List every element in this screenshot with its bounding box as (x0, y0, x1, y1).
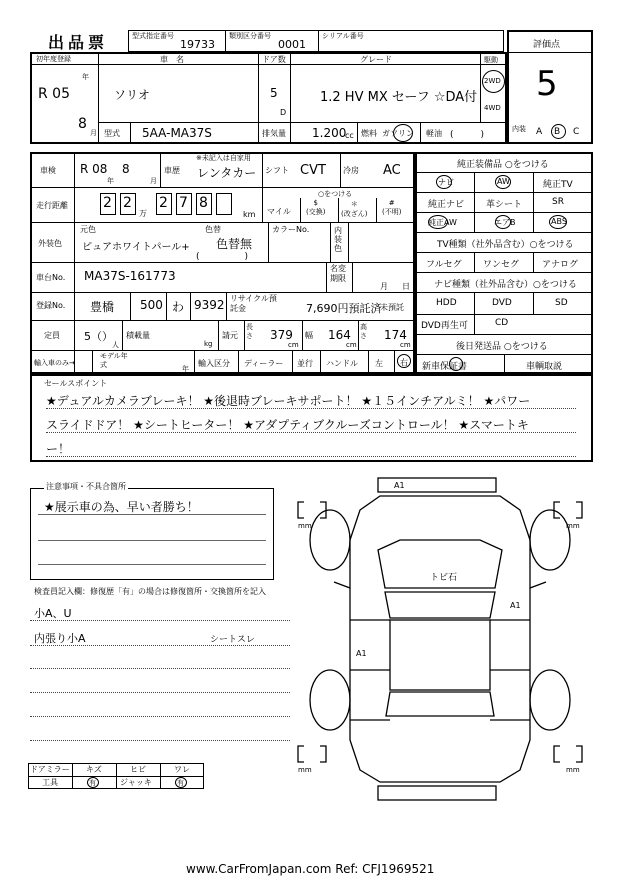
height: 174 (384, 328, 407, 342)
inspection-era: R 08 (80, 162, 108, 176)
chassis-number: MA37S-161773 (84, 269, 176, 283)
damage-mark: A1 (356, 649, 367, 658)
first-reg-month: 8 (78, 116, 87, 132)
auction-sheet: 出品票 型式指定番号 19733 類別区分番号 0001 シリアル番号 評価点 5 初年度登録 年 月 R 05 8 車 名 ソリオ ドア数 5 D グレード 1.2 HV MX セーフ ☆DA付 駆動 2WD 4WD 型式 5AA-MA37S 排気量 1.200 cc 燃料 ガソリン 軽油 ( ) 内装 A B C 車検 R 08 年 8 月 車歴 ※未記入は自家用 レンタカー シフト CVT 冷房 AC 走行距離 2 2 万 2 7 8 km ○をつける マイル $ (交換) ＊ (改ざん) # (不明) 外装色 元色 ピュアホワイトパール+ 色替 色替無 ( ) カラーNo. 内装色 車台No. MA37S-161773 名変期限 月 日 登録No. 豊橋 500 わ 9392 リサイクル預託金 7,690円預託済 未預託 定員 5（） 人 積載量 kg 請元 長さ 379 cm 幅 164 cm 高さ 174 cm 輸入車のみ→ モデル年式 年 輸入区分 ディーラー 並行 ハンドル 左 右 純正装備品 ○をつける ナビ AW 純正TV 純正ナビ 革シート SR 純正AW エアB ABS TV種類（社外品含む）○をつける フルセグ ワンセグ アナログ ナビ種類（社外品含む）○をつける HDD DVD SD DVD再生可 CD 後日発送品 ○をつける 新車保証書 車輌取説 セールスポイント ★デュアルカメラブレーキ！ ★後退時ブレーキサポート！ ★１５インチアルミ！ ★パワー スライドドア！ ★シートヒーター！ ★アダプティブクルーズコントロール！ ★スマートキ ー！ 注意事項・不具合箇所 ★展示車の為、早い者勝ち！ 検査員記入欄：修復歴「有」の場合は修復箇所・交換箇所を記入 小A、U 内張り小A シートスレ ドアミラー キズ ヒビ ワレ 工具 有 ジャッキ 有 A1 トビ石 A1 A1 mm mm mm mm www.CarFromJapan.com Ref: CFJ1969521 (0, 0, 640, 880)
kata-label: 型式指定番号 (132, 32, 174, 40)
ruibetsu-label: 類別区分番号 (229, 32, 271, 40)
length: 379 (270, 328, 293, 342)
reg-office: 豊橋 (90, 300, 115, 314)
recycle-fee: 7,690円預託済 (306, 302, 382, 315)
car-name: ソリオ (114, 88, 150, 102)
score-value: 5 (536, 64, 558, 104)
capacity: 5（） (84, 330, 113, 343)
footer-ref[interactable]: www.CarFromJapan.com Ref: CFJ1969521 (186, 862, 435, 876)
mileage-digit: 8 (199, 195, 208, 211)
reg-class: 500 (140, 298, 163, 312)
sales-line: ★デュアルカメラブレーキ！ ★後退時ブレーキサポート！ ★１５インチアルミ！ ★パワー (46, 394, 531, 408)
mileage-digit: 2 (103, 195, 112, 211)
svg-text:mm: mm (298, 766, 312, 774)
svg-text:mm: mm (566, 766, 580, 774)
inspector-line: 内張り小A (34, 632, 86, 645)
mileage-digit: 7 (179, 195, 188, 211)
repaint: 色替無 (216, 237, 253, 251)
inspection-month: 8 (122, 162, 130, 176)
air-conditioner: AC (383, 163, 401, 178)
inspector-line: シートスレ (210, 635, 255, 645)
sales-line: スライドドア！ ★シートヒーター！ ★アダプティブクルーズコントロール！ ★スマートキ (46, 418, 529, 432)
svg-text:mm: mm (298, 522, 312, 530)
model-code: 5AA-MA37S (142, 126, 212, 140)
fuel-gasoline: ガソリン (382, 129, 414, 138)
car-damage-diagram (290, 470, 600, 810)
doors: 5 (270, 86, 278, 100)
notes-line: ★展示車の為、早い者勝ち！ (44, 500, 199, 514)
original-color: ピュアホワイトパール+ (82, 242, 190, 253)
drive-2wd: 2WD (484, 77, 501, 85)
damage-mark: A1 (394, 481, 405, 490)
ruibetsu-value: 0001 (278, 38, 306, 51)
inspector-line: 小A、U (34, 607, 72, 620)
displacement: 1.200 (312, 126, 347, 140)
sales-line: ー！ (46, 442, 71, 456)
first-reg-year: R 05 (38, 86, 70, 102)
reg-number: 9392 (194, 298, 225, 312)
reg-kana: わ (172, 300, 185, 314)
mileage-digit: 2 (123, 195, 132, 211)
svg-text:mm: mm (566, 522, 580, 530)
damage-mark: A1 (510, 601, 521, 610)
damage-mark: トビ石 (430, 573, 458, 583)
first-reg-label: 初年度登録 (36, 55, 71, 63)
score-label: 評価点 (533, 40, 561, 50)
width: 164 (328, 328, 351, 342)
equip-title: 純正装備品 ○をつける (457, 160, 549, 170)
kata-value: 19733 (180, 38, 215, 51)
drive-4wd: 4WD (484, 104, 501, 112)
grade: 1.2 HV MX セーフ ☆DA付 (320, 90, 478, 105)
shift: CVT (300, 163, 326, 178)
serial-label: シリアル番号 (322, 32, 364, 40)
mileage-digit: 2 (159, 195, 168, 211)
sheet-title: 出品票 (48, 33, 109, 52)
vehicle-use: レンタカー (197, 166, 257, 180)
